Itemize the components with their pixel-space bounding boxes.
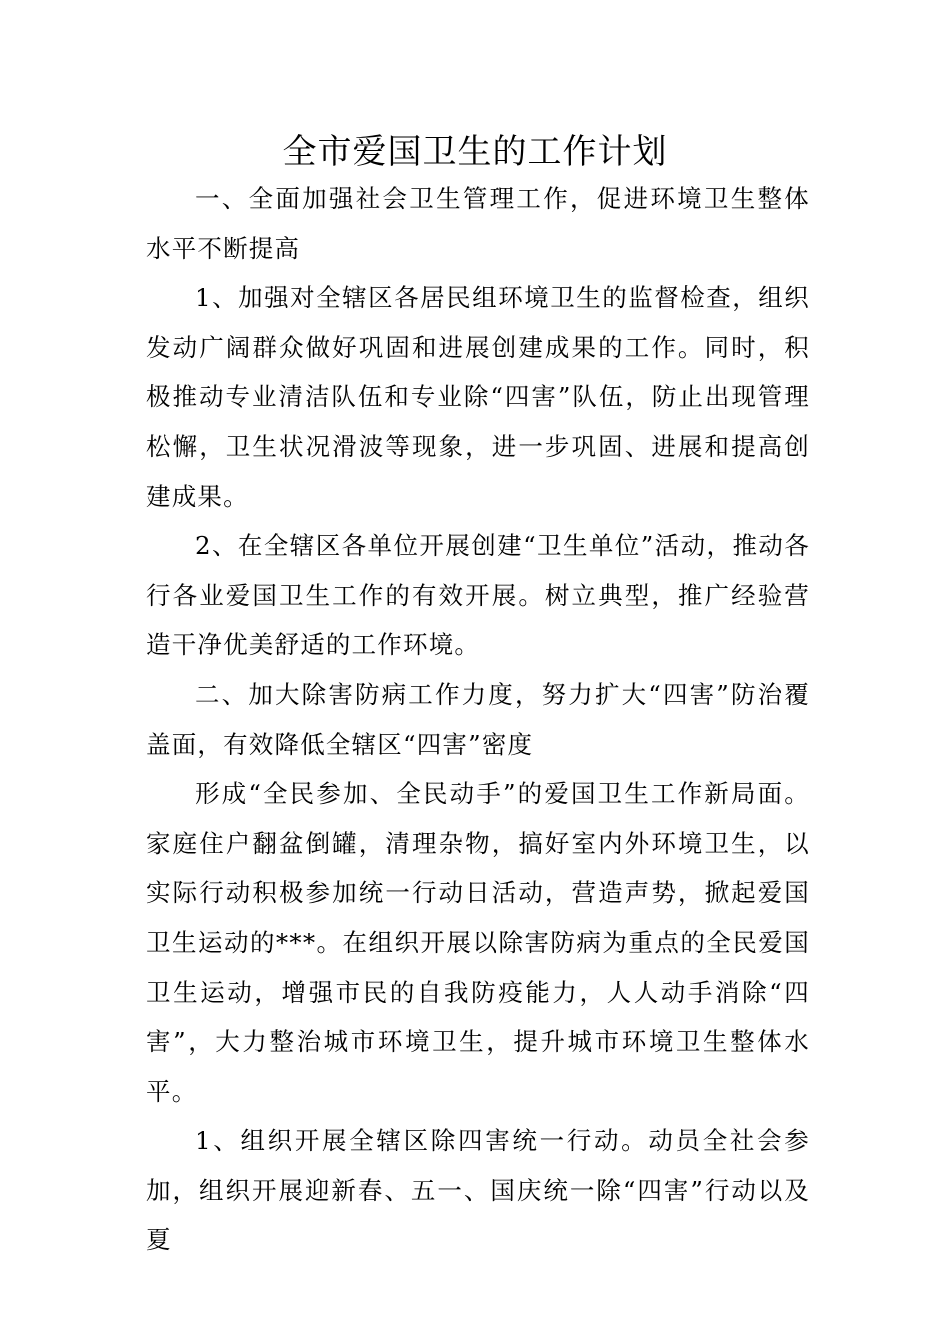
paragraph-body-2: 形成“全民参加、全民动手”的爱国卫生工作新局面。家庭住户翻盆倒罐，清理杂物，搞好室内外环境卫生，以实际行动积极参加统一行动日活动，营造声势，掀起爱国卫生运动的***。在组织开展以除害防病为重点的全民爱国卫生运动，增强市民的自我防疫能力，人人动手消除“四害”，大力整治城市环境卫生，提升城市环境卫生整体水平。 (146, 779, 810, 1106)
paragraph-item-1-1: 1、加强对全辖区各居民组环境卫生的监督检查，组织发动广阔群众做好巩固和进展创建成果的工作。同时，积极推动专业清洁队伍和专业除“四害”队伍，防止出现管理松懈，卫生状况滑波等现象，进一步巩固、进展和提高创建成果。 (146, 283, 810, 511)
section-heading-2: 二、加大除害防病工作力度，努力扩大“四害”防治覆盖面，有效降低全辖区“四害”密度 (146, 679, 810, 759)
document-body (146, 174, 810, 1265)
paragraph-item-2-1: 1、组织开展全辖区除四害统一行动。动员全社会参加，组织开展迎新春、五一、国庆统一除“四害”行动以及夏 (146, 1126, 810, 1255)
document-title: 全市爱国卫生的工作计划 (282, 132, 668, 172)
paragraph-item-1-2: 2、在全辖区各单位开展创建“卫生单位”活动，推动各行各业爱国卫生工作的有效开展。树立典型，推广经验营造干净优美舒适的工作环境。 (146, 531, 810, 660)
section-heading-1: 一、全面加强社会卫生管理工作，促进环境卫生整体水平不断提高 (146, 184, 810, 263)
